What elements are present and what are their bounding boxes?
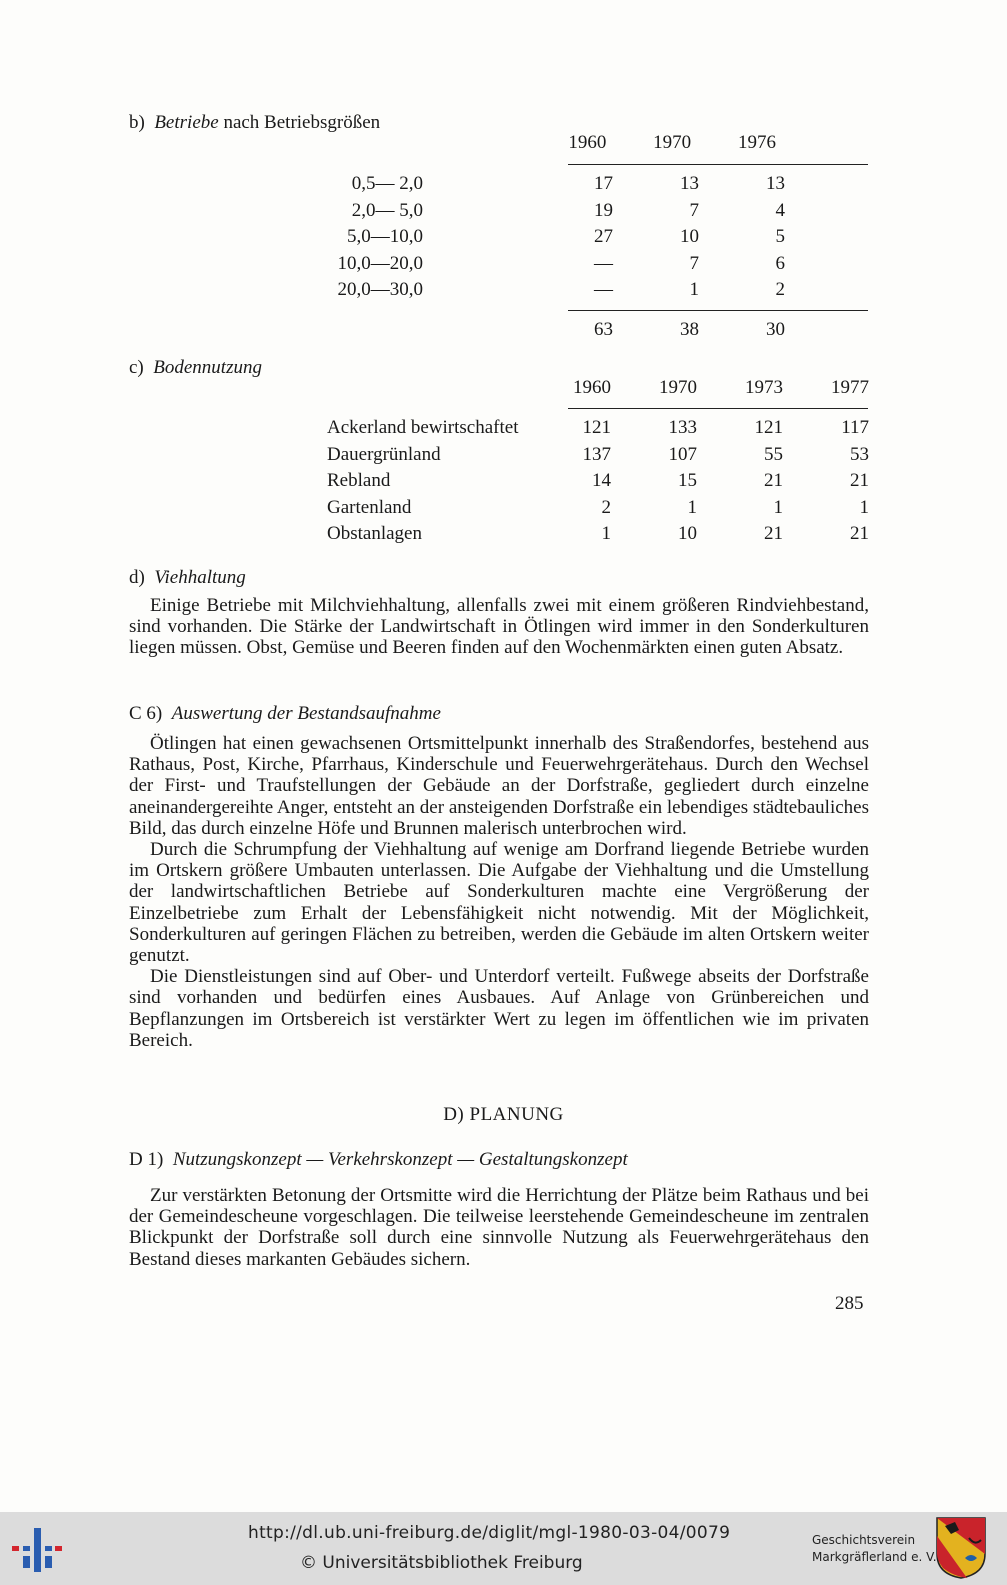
- footer-url[interactable]: http://dl.ub.uni-freiburg.de/diglit/mgl-1980-03-04/0079: [248, 1523, 731, 1543]
- table-bodennutzung-header: [327, 375, 869, 402]
- table-header-cell: 1973: [745, 377, 783, 399]
- table-row: 0,5— 2,0 17 13 13: [351, 173, 785, 195]
- table-header-cell: 1977: [831, 377, 869, 399]
- section-c6-body: [129, 733, 869, 1051]
- ub-freiburg-logo-icon: [12, 1524, 62, 1574]
- table-betriebe-body: [300, 171, 785, 304]
- section-D1-body: [129, 1185, 869, 1270]
- footer-org-name: Geschichtsverein Markgräflerland e. V.: [812, 1533, 937, 1564]
- table-row-total: 63 38 30: [594, 319, 785, 341]
- section-D-heading: D) PLANUNG: [443, 1104, 564, 1125]
- table-header-cell: 1960: [568, 132, 607, 154]
- paragraph: Durch die Schrumpfung der Viehhaltung auf wenige am Dorfrand liegende Betriebe wurden im Ortskern größere Umbauten unterlassen. Die Aufgabe der Viehhaltung und die Umstellung der landwirtschaftlichen Betriebe auf Sonderkulturen machte eine Vergrößerung der Einzelbetriebe zum Erhalt der Lebensfähigkeit nicht notwendig. Mit der Möglichkeit, Sonderkulturen auf geringen Flächen zu betreiben, werden die Gebäude im alten Ortskern weiter genutzt.: [129, 839, 869, 967]
- table-row: Dauergrünland 137 107 55 53: [327, 443, 869, 465]
- table-row: Gartenland 2 1 1 1: [327, 496, 869, 518]
- footer-copyright: © Universitätsbibliothek Freiburg: [300, 1553, 583, 1573]
- table-header-cell: 1976: [738, 132, 776, 154]
- table-header-cell: 1960: [573, 377, 611, 399]
- paragraph: Einige Betriebe mit Milchviehhaltung, allenfalls zwei mit einem größeren Rindviehbestand, sind vorhanden. Die Stärke der Landwirtschaft in Ötlingen wird immer in den Sonderkulturen liegen müssen. Obst, Gemüse und Beeren finden auf den Wochenmärkten einen guten Absatz.: [129, 595, 869, 659]
- section-b-heading: b) Betriebe nach Betriebsgrößen: [129, 112, 381, 133]
- table-row: 2,0— 5,0 19 7 4: [351, 199, 785, 221]
- paragraph: Die Dienstleistungen sind auf Ober- und Unterdorf verteilt. Fußwege abseits der Dorfstraße sind vorhanden und bedürfen eines Ausbaues. Auf Anlage von Grünbereichen und Bepflanzungen im Ortsbereich ist verstärkter Wert zu legen im öffentlichen wie im privaten Bereich.: [129, 966, 869, 1051]
- paragraph: Ötlingen hat einen gewachsenen Ortsmittelpunkt innerhalb des Straßendorfes, bestehend aus Rathaus, Post, Kirche, Pfarrhaus, Kinderschule und Feuerwehrgerätehaus. Durch den Wechsel der First- und Traufstellungen der Gebäude an der Dorfstraße, gegliedert durch einzelne aneinandergereihte Anger, entsteht an der ansteigenden Dorfstraße ein lebendiges städtebauliches Bild, das durch einzelne Höfe und Brunnen malerisch unterbrochen wird.: [129, 733, 869, 839]
- table-bodennutzung-body: [327, 415, 869, 548]
- section-c6-heading: C 6) Auswertung der Bestandsaufnahme: [129, 703, 441, 724]
- page-number: 285: [835, 1293, 864, 1314]
- footer-bar: [0, 1512, 1007, 1585]
- section-d-heading: d) Viehhaltung: [129, 567, 246, 588]
- table-rule: [568, 310, 868, 311]
- section-d-body: [129, 595, 869, 659]
- table-row: Ackerland bewirtschaftet 121 133 121 117: [327, 417, 869, 439]
- table-header-cell: 1970: [659, 377, 697, 399]
- table-rule: [568, 164, 868, 165]
- table-row: 10,0—20,0 — 7 6: [337, 252, 785, 274]
- table-row: Rebland 14 15 21 21: [327, 470, 869, 492]
- table-betriebe: [300, 130, 776, 157]
- table-rule: [568, 408, 868, 409]
- coat-of-arms-icon: [935, 1516, 987, 1580]
- table-betriebe-totals: [300, 317, 785, 344]
- section-D1-heading: D 1) Nutzungskonzept — Verkehrskonzept — Gestaltungskonzept: [129, 1149, 628, 1170]
- section-c-heading: c) Bodennutzung: [129, 357, 262, 378]
- table-row: 20,0—30,0 — 1 2: [337, 279, 785, 301]
- paragraph: Zur verstärkten Betonung der Ortsmitte wird die Herrichtung der Plätze beim Rathaus und bei der Gemeindescheune vorgeschlagen. Die teilweise leerstehende Gemeindescheune im zentralen Blickpunkt der Dorfstraße soll durch eine sinnvolle Nutzung als Feuerwehrgerätehaus den Bestand dieses markanten Gebäudes sichern.: [129, 1185, 869, 1270]
- table-header-cell: 1970: [653, 132, 692, 154]
- table-row: 5,0—10,0 27 10 5: [347, 226, 785, 248]
- table-row: Obstanlagen 1 10 21 21: [327, 523, 869, 545]
